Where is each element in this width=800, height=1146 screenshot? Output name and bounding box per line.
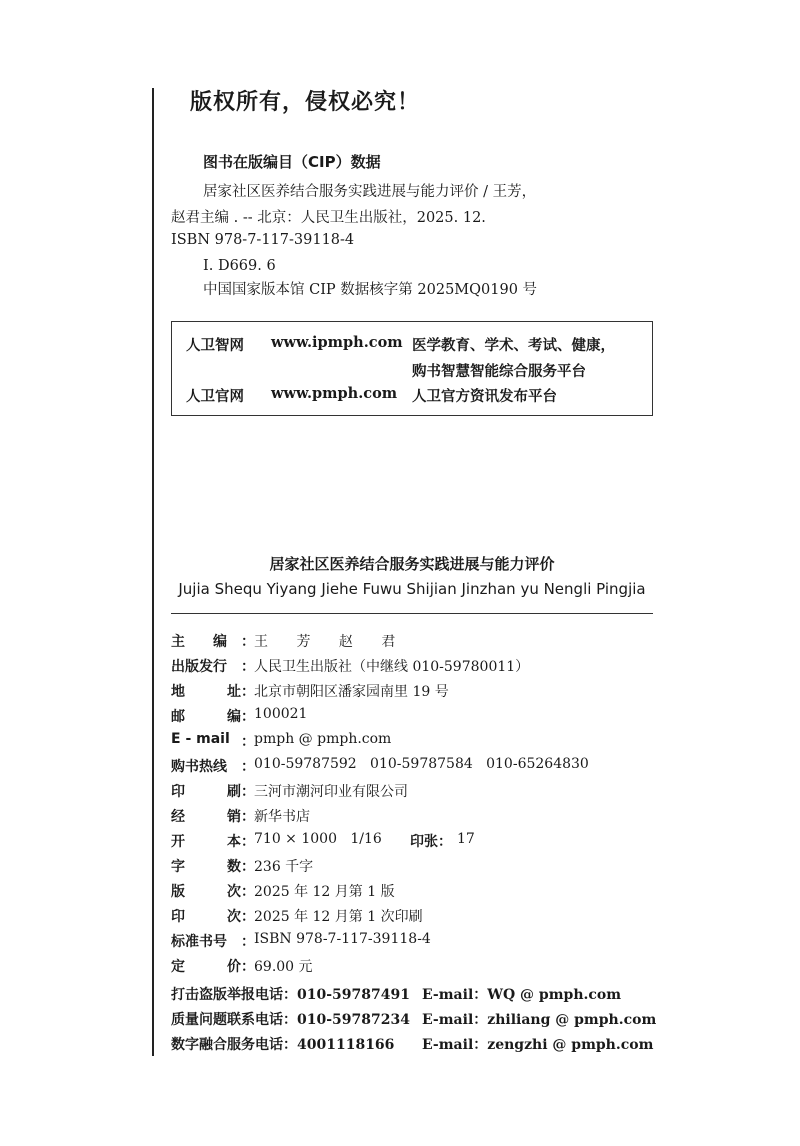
site-name: 人卫智网 <box>186 338 244 354</box>
cip-line-1: 居家社区医养结合服务实践进展与能力评价 / 王芳， <box>203 184 537 200</box>
copyright-slogan: 版权所有，侵权必究！ <box>190 90 421 115</box>
contact-email[interactable]: zengzhi @ pmph.com <box>487 1037 654 1053</box>
divider <box>171 613 653 614</box>
editor-value: 王 芳 赵 君 <box>254 634 408 650</box>
email-value[interactable]: pmph @ pmph.com <box>254 731 392 747</box>
site-description: 人卫官方资讯发布平台 <box>412 389 557 405</box>
price-value: 69.00 元 <box>254 959 313 975</box>
site-description: 购书智慧智能综合服务平台 <box>412 364 586 380</box>
publisher-value: 人民卫生出版社（中继线 010-59780011） <box>254 659 530 675</box>
book-title-pinyin: Jujia Shequ Yiyang Jiehe Fuwu Shijian Jinzhan yu Nengli Pingjia <box>178 580 646 598</box>
cip-line-4: I. D669. 6 <box>203 258 276 274</box>
format-value: 710 × 1000 1/16 <box>254 831 382 847</box>
postcode-value: 100021 <box>254 706 308 722</box>
distributor-value: 新华书店 <box>254 809 310 825</box>
site-name: 人卫官网 <box>186 389 244 405</box>
contact-email[interactable]: zhiliang @ pmph.com <box>487 1012 657 1028</box>
hotline-value: 010-59787592 010-59787584 010-65264830 <box>254 756 589 772</box>
address-value: 北京市朝阳区潘家园南里 19 号 <box>254 684 449 700</box>
edition-value: 2025 年 12 月第 1 版 <box>254 884 395 900</box>
cip-line-5: 中国国家版本馆 CIP 数据核字第 2025MQ0190 号 <box>203 282 538 298</box>
sheets-label: 印张： <box>410 834 452 850</box>
cip-title: 图书在版编目（CIP）数据 <box>203 153 381 171</box>
site-url-link[interactable]: www.ipmph.com <box>271 334 403 351</box>
margin-rule <box>152 88 154 1056</box>
site-description: 医学教育、学术、考试、健康， <box>412 338 615 354</box>
cip-line-2: 赵君主编 . -- 北京：人民卫生出版社，2025. 12. <box>171 210 486 226</box>
printer-value: 三河市潮河印业有限公司 <box>254 784 408 800</box>
website-box <box>171 321 653 416</box>
contact-email[interactable]: WQ @ pmph.com <box>487 987 622 1003</box>
isbn-value: ISBN 978-7-117-39118-4 <box>254 931 431 947</box>
cip-line-3: ISBN 978-7-117-39118-4 <box>171 232 355 248</box>
meta-format: 开 本 ： 710 × 1000 1/16 印张： 17 <box>171 831 475 850</box>
book-title: 居家社区医养结合服务实践进展与能力评价 <box>269 555 555 573</box>
words-value: 236 千字 <box>254 859 314 875</box>
site-url-link[interactable]: www.pmph.com <box>271 385 398 402</box>
sheets-value: 17 <box>457 831 475 847</box>
printing-value: 2025 年 12 月第 1 次印刷 <box>254 909 423 925</box>
